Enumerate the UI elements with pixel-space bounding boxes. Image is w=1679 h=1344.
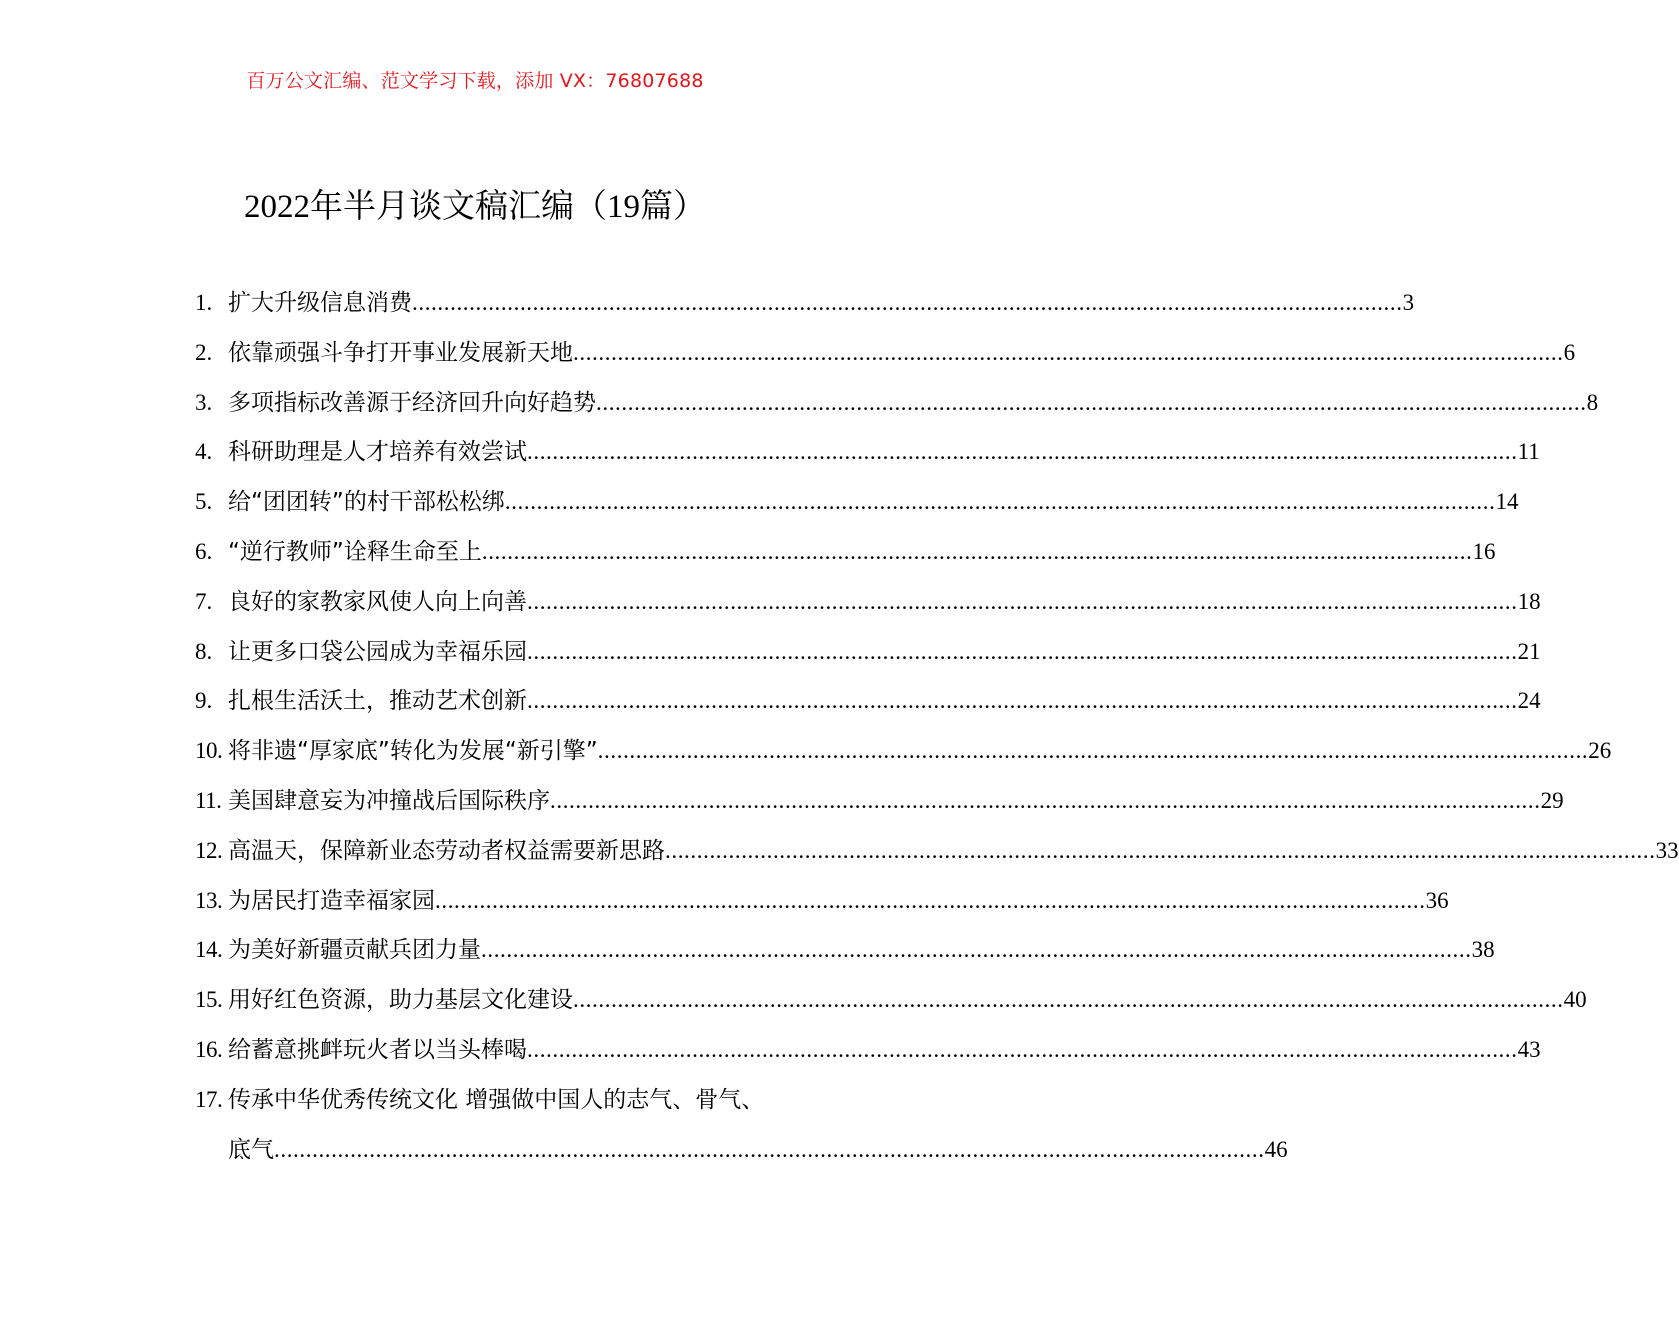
toc-dot-leader [527, 1025, 1518, 1075]
toc-entry-page: 29 [1540, 787, 1564, 813]
toc-entry[interactable] [195, 627, 1541, 677]
toc-entry[interactable] [195, 975, 1587, 1025]
toc-entry-title: 给蓄意挑衅玩火者以当头棒喝 [228, 1036, 527, 1063]
toc-entry-continuation[interactable] [195, 1125, 1288, 1175]
toc-entry-title: “逆行教师”诠释生命至上 [228, 538, 482, 565]
toc-entry-index: 16. [195, 1036, 223, 1062]
toc-entry-title: 为美好新疆贡献兵团力量 [228, 937, 481, 964]
toc-entry-page: 3 [1402, 290, 1415, 315]
header-note: 百万公文汇编、范文学习下载，添加 VX：76807688 [246, 70, 704, 92]
toc-entry[interactable] [195, 328, 1576, 378]
toc-entry-index: 4. [195, 439, 213, 465]
toc-entry-title: 传承中华优秀传统文化 增强做中国人的志气、骨气、 [228, 1086, 765, 1113]
toc-entry-page: 38 [1471, 937, 1495, 963]
toc-entry[interactable] [195, 1025, 1541, 1075]
toc-entry-title: 将非遗“厚家底”转化为发展“新引擎” [228, 738, 598, 765]
toc-dot-leader [573, 328, 1564, 378]
toc-entry[interactable] [195, 925, 1495, 975]
toc-entry-page: 18 [1517, 588, 1541, 614]
toc-entry-index: 8. [195, 638, 213, 664]
toc-dot-leader [412, 278, 1403, 328]
toc-entry-index: 15. [195, 987, 223, 1013]
title-text: 年半月谈文稿汇编（ [310, 186, 607, 225]
toc-entry-index: 6. [195, 538, 213, 564]
toc-entry-title: 给“团团转”的村干部松松绑 [228, 489, 505, 516]
toc-entry-title: 让更多口袋公园成为幸福乐园 [228, 638, 527, 665]
toc-entry-page: 33 [1655, 837, 1679, 863]
toc-entry-page: 43 [1517, 1036, 1541, 1062]
toc-entry[interactable] [195, 427, 1540, 477]
toc-entry-title: 为居民打造幸福家园 [228, 887, 435, 914]
toc-dot-leader [527, 676, 1518, 726]
toc-entry-page: 40 [1563, 987, 1587, 1013]
toc-entry-page: 21 [1517, 638, 1541, 664]
toc-entry-index: 11. [195, 787, 222, 813]
toc-entry-title: 扎根生活沃土，推动艺术创新 [228, 688, 527, 715]
toc-entry-page: 16 [1472, 538, 1496, 564]
toc-entry-index: 12. [195, 837, 223, 863]
toc-entry-title: 科研助理是人才培养有效尝试 [228, 439, 527, 466]
toc-entry[interactable] [195, 1075, 807, 1125]
toc-dot-leader [505, 477, 1496, 527]
toc-entry-page: 24 [1517, 688, 1541, 714]
toc-entry-index: 7. [195, 588, 213, 614]
toc-entry-index: 10. [195, 738, 223, 764]
toc-entry-index: 13. [195, 887, 223, 913]
toc-entry-index: 9. [195, 688, 213, 714]
toc-entry-title: 美国肆意妄为冲撞战后国际秩序 [228, 787, 550, 814]
toc-dot-leader [598, 726, 1589, 776]
toc-entry-title-continued: 底气 [228, 1136, 274, 1163]
toc-entry-page: 26 [1588, 738, 1612, 764]
table-of-contents [195, 278, 1679, 1174]
toc-entry[interactable] [195, 776, 1564, 826]
toc-dot-leader [481, 925, 1472, 975]
toc-entry[interactable] [195, 477, 1519, 527]
toc-entry-title: 多项指标改善源于经济回升向好趋势 [228, 389, 596, 416]
toc-entry[interactable] [195, 826, 1679, 876]
toc-entry-index: 14. [195, 937, 223, 963]
toc-entry-page: 46 [1264, 1136, 1288, 1162]
toc-entry-index: 3. [195, 389, 213, 415]
toc-dot-leader [527, 427, 1518, 477]
toc-entry[interactable] [195, 676, 1541, 726]
toc-dot-leader [435, 876, 1426, 926]
toc-dot-leader [482, 527, 1473, 577]
document-title [0, 180, 950, 227]
title-count: 19 [607, 189, 640, 225]
toc-entry-title: 扩大升级信息消费 [228, 290, 412, 316]
toc-entry[interactable] [195, 577, 1541, 627]
toc-dot-leader [527, 577, 1518, 627]
title-year: 2022 [244, 189, 310, 225]
toc-entry-page: 14 [1495, 489, 1519, 515]
toc-dot-leader [274, 1125, 1265, 1175]
toc-entry-title: 依靠顽强斗争打开事业发展新天地 [228, 339, 573, 366]
toc-entry-page: 11 [1517, 439, 1540, 465]
toc-entry-title: 用好红色资源，助力基层文化建设 [228, 987, 573, 1014]
toc-dot-leader [573, 975, 1564, 1025]
toc-entry-page: 6 [1563, 339, 1576, 365]
toc-entry-index: 2. [195, 339, 213, 365]
toc-entry-index: 17. [195, 1086, 223, 1112]
title-suffix: 篇） [640, 186, 706, 225]
toc-entry[interactable] [195, 527, 1496, 577]
toc-dot-leader [527, 627, 1518, 677]
toc-entry-page: 8 [1586, 389, 1599, 415]
toc-entry[interactable] [195, 378, 1599, 428]
toc-entry[interactable] [195, 726, 1612, 776]
toc-dot-leader [596, 378, 1587, 428]
toc-entry[interactable] [195, 278, 1415, 328]
toc-entry[interactable] [195, 876, 1449, 926]
toc-entry-index: 5. [195, 489, 213, 515]
toc-entry-index: 1. [195, 290, 213, 315]
toc-entry-page: 36 [1425, 887, 1449, 913]
toc-entry-title: 良好的家教家风使人向上向善 [228, 588, 527, 615]
toc-dot-leader [665, 826, 1656, 876]
toc-entry-title: 高温天，保障新业态劳动者权益需要新思路 [228, 837, 665, 864]
toc-dot-leader [550, 776, 1541, 826]
